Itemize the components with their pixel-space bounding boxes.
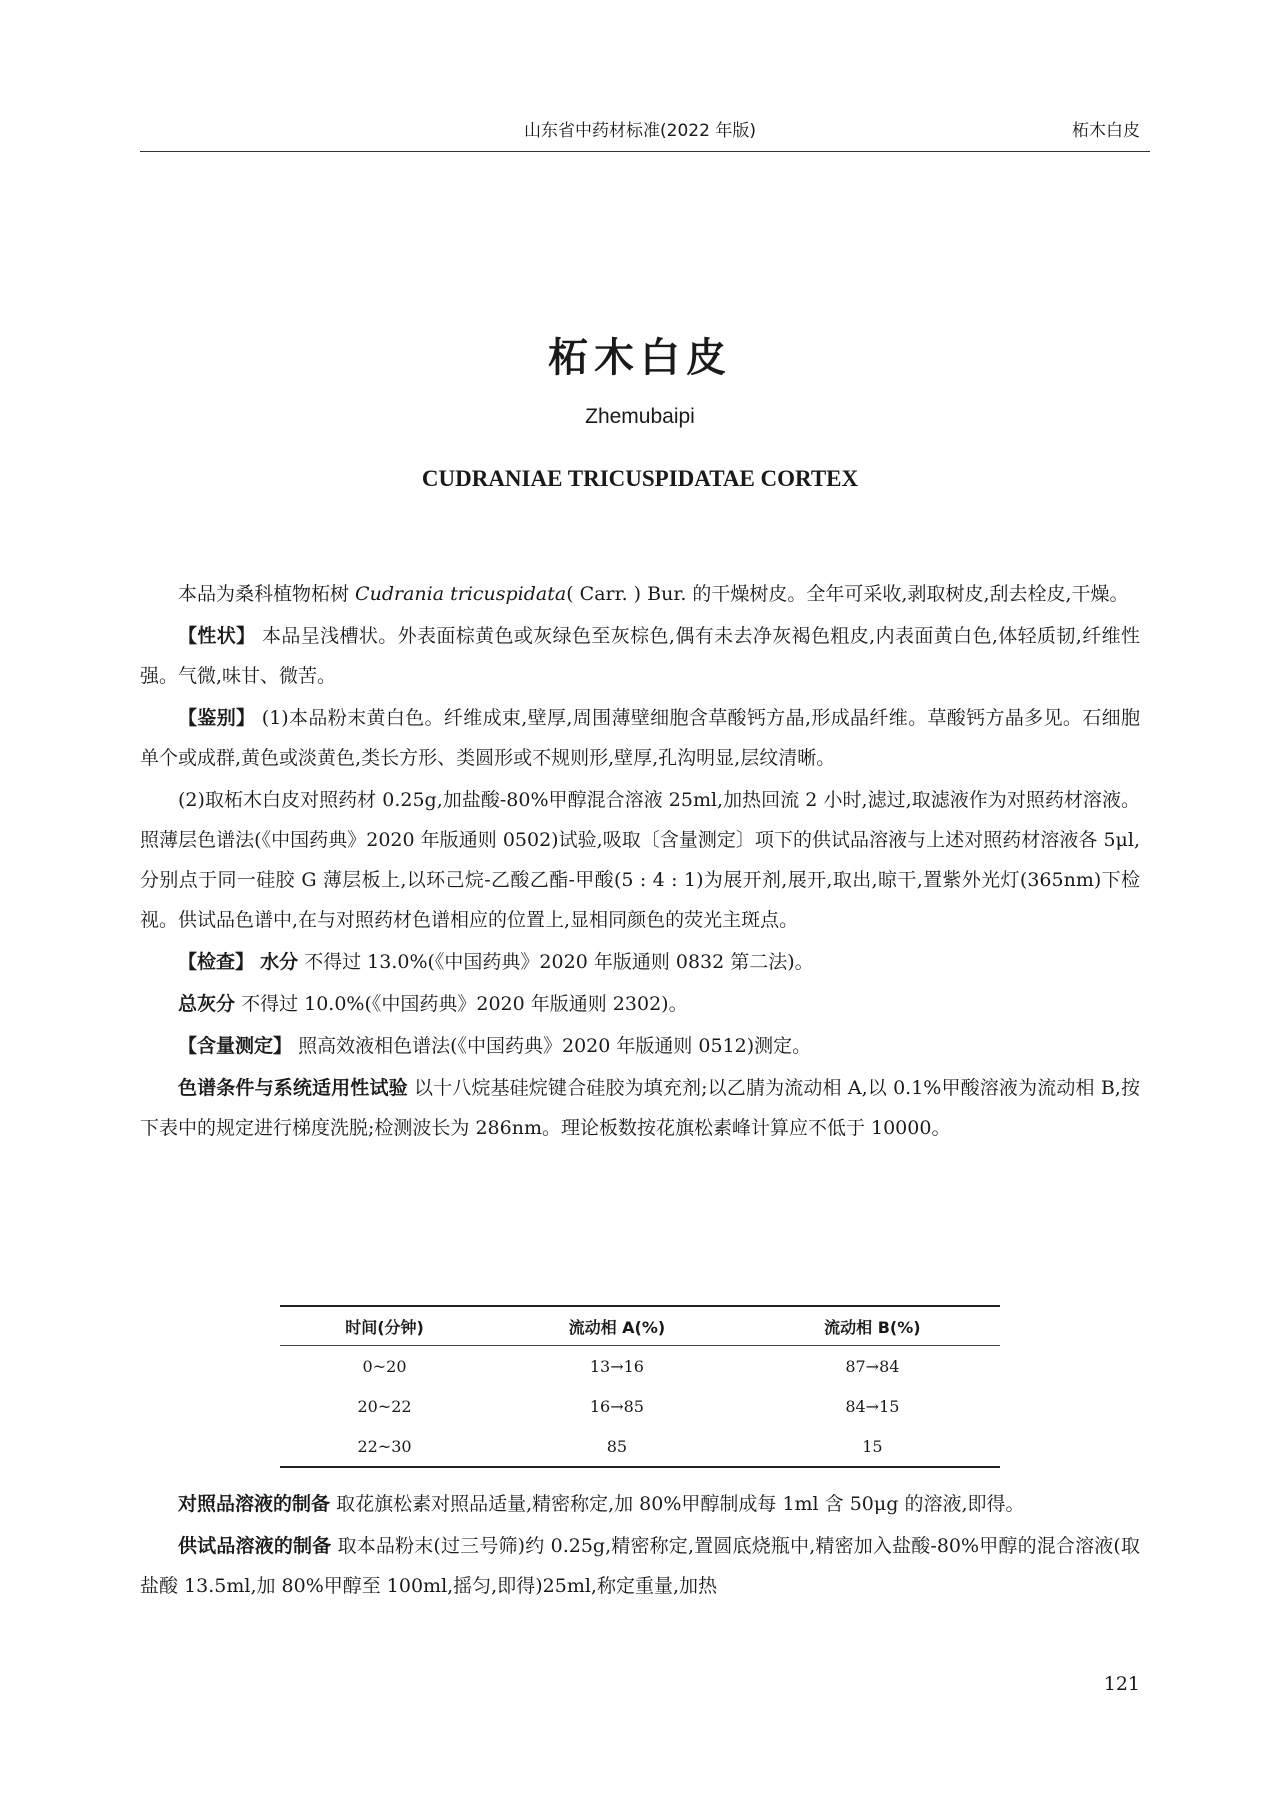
table-header: 时间(分钟)	[280, 1306, 489, 1346]
monograph-body	[140, 574, 1140, 1150]
table-header: 流动相 B(%)	[745, 1306, 1000, 1346]
conditions-label: 色谱条件与系统适用性试验	[178, 1077, 408, 1099]
reference-solution-label: 对照品溶液的制备	[178, 1493, 331, 1515]
species-name: Cudrania tricuspidata	[355, 583, 567, 605]
ash-paragraph: 总灰分 不得过 10.0%(《中国药典》2020 年版通则 2302)。	[178, 993, 688, 1015]
book-title: 山东省中药材标准(2022 年版)	[524, 121, 756, 141]
gradient-table	[280, 1305, 1000, 1468]
table-cell: 16→85	[589, 1396, 644, 1416]
table-row	[280, 1386, 1000, 1426]
pinyin-title: Zhemubaipi	[585, 405, 695, 428]
table-cell: 84→15	[845, 1396, 900, 1416]
table-cell: 20~22	[357, 1396, 412, 1416]
table-row	[280, 1346, 1000, 1387]
identification-paragraph-2: (2)取柘木白皮对照药材 0.25g,加盐酸-80%甲醇混合溶液 25ml,加热回流 2 小时,滤过,取滤液作为对照药材溶液。照薄层色谱法(《中国药典》2020 年版通则 0502)试验,吸取〔含量测定〕项下的供试品溶液与上述对照药材溶液各 5μl,分别点于同一硅胶 G 薄层板上,以环己烷-乙酸乙酯-甲酸(5 : 4 : 1)为展开剂,展开,取出,晾干,置紫外光灯(365nm)下检视。供试品色谱中,在与对照药材色谱相应的位置上,显相同颜色的荧光主斑点。	[140, 789, 1140, 931]
test-solution-paragraph: 供试品溶液的制备 取本品粉末(过三号筛)约 0.25g,精密称定,置圆底烧瓶中,精密加入盐酸-80%甲醇的混合溶液(取盐酸 13.5ml,加 80%甲醇至 100ml,摇匀,即得)25ml,称定重量,加热	[140, 1535, 1140, 1597]
table-header-row	[280, 1306, 1000, 1346]
page-title: 柘木白皮	[548, 335, 732, 381]
assay-label: 【含量测定】	[178, 1035, 293, 1057]
character-label: 【性状】	[178, 625, 256, 647]
table-cell: 85	[489, 1426, 745, 1467]
monograph-body-continued	[140, 1484, 1140, 1608]
header-rule	[140, 151, 1150, 152]
conditions-paragraph: 色谱条件与系统适用性试验 以十八烷基硅烷键合硅胶为填充剂;以乙腈为流动相 A,以 0.1%甲酸溶液为流动相 B,按下表中的规定进行梯度洗脱;检测波长为 286nm。理论板数按花旗松素峰计算应不低于 10000。	[140, 1077, 1140, 1139]
character-paragraph: 【性状】 本品呈浅槽状。外表面棕黄色或灰绿色至灰棕色,偶有未去净灰褐色粗皮,内表面黄白色,体轻质韧,纤维性强。气微,味甘、微苦。	[140, 625, 1140, 687]
identification-label: 【鉴别】	[178, 707, 256, 729]
table-cell: 0~20	[362, 1356, 407, 1376]
table-cell: 87→84	[845, 1356, 900, 1376]
table-header: 流动相 A(%)	[489, 1306, 745, 1346]
table-row	[280, 1426, 1000, 1467]
test-solution-label: 供试品溶液的制备	[178, 1535, 332, 1557]
inspection-label: 【检查】	[178, 951, 255, 973]
ash-label: 总灰分	[178, 993, 236, 1015]
table-cell: 22~30	[280, 1426, 489, 1467]
table-cell: 15	[745, 1426, 1000, 1467]
reference-solution-paragraph: 对照品溶液的制备 取花旗松素对照品适量,精密称定,加 80%甲醇制成每 1ml 含 50μg 的溶液,即得。	[178, 1493, 1025, 1515]
assay-paragraph: 【含量测定】 照高效液相色谱法(《中国药典》2020 年版通则 0512)测定。	[178, 1035, 812, 1057]
running-header	[140, 112, 1140, 148]
water-label: 水分	[260, 951, 299, 973]
page-number: 121	[1103, 1673, 1140, 1695]
section-title: 柘木白皮	[1072, 121, 1140, 141]
identification-paragraph-1: 【鉴别】 (1)本品粉末黄白色。纤维成束,壁厚,周围薄壁细胞含草酸钙方晶,形成晶纤维。草酸钙方晶多见。石细胞单个或成群,黄色或淡黄色,类长方形、类圆形或不规则形,壁厚,孔沟明显,层纹清晰。	[140, 707, 1140, 769]
inspection-paragraph: 【检查】 水分 不得过 13.0%(《中国药典》2020 年版通则 0832 第二法)。	[178, 951, 814, 973]
intro-paragraph: 本品为桑科植物柘树 Cudrania tricuspidata( Carr. ) Bur. 的干燥树皮。全年可采收,剥取树皮,刮去栓皮,干燥。	[178, 583, 1129, 605]
table-cell: 13→16	[589, 1356, 644, 1376]
latin-title: CUDRANIAE TRICUSPIDATAE CORTEX	[421, 466, 859, 491]
